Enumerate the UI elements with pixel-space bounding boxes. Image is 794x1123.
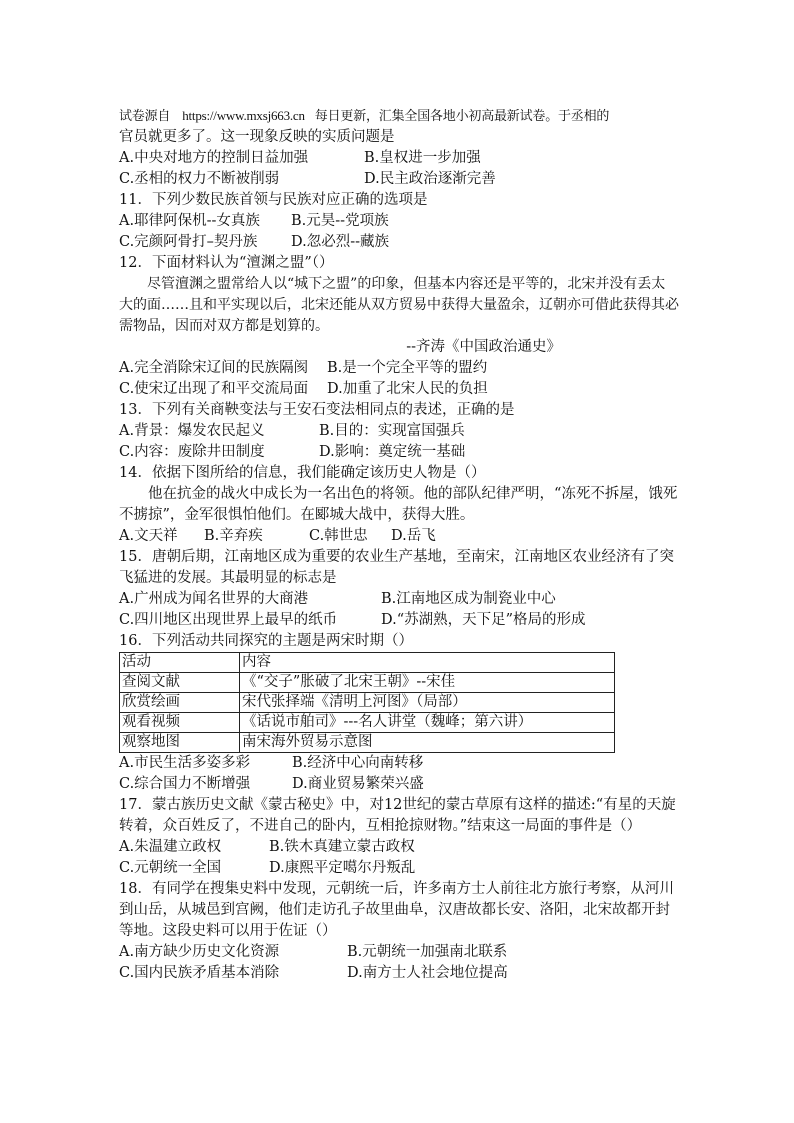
options-row xyxy=(119,526,679,547)
header-suffix: 每日更新，汇集全国各地小初高最新试卷。于丞相的 xyxy=(314,109,610,124)
options-row xyxy=(119,774,679,795)
question-12-source: --齐涛《中国政治通史》 xyxy=(406,339,561,355)
question-18 xyxy=(119,879,679,984)
table-cell: 查阅文献 xyxy=(120,673,240,693)
options-row xyxy=(119,358,679,379)
option-b: B.铁木真建立蒙古政权 xyxy=(269,839,415,855)
option-b: B.元朝统一加强南北联系 xyxy=(347,944,508,960)
option-a: A.中央对地方的控制日益加强 xyxy=(119,150,309,166)
question-16-stem: 16．下列活动共同探究的主题是两宋时期（） xyxy=(119,633,413,649)
question-17 xyxy=(119,795,679,879)
option-a: A.南方缺少历史文化资源 xyxy=(119,944,280,960)
option-a: A.背景：爆发农民起义 xyxy=(119,423,265,439)
option-b: B.经济中心向南转移 xyxy=(292,755,424,771)
option-c: C.四川地区出现世界上最早的纸币 xyxy=(119,612,338,628)
table-cell: 《话说市舶司》---名人讲堂（魏峰；第六讲） xyxy=(240,713,615,733)
option-a: A.文天祥 xyxy=(119,528,178,544)
option-d: D.“苏湖熟，天下足”格局的形成 xyxy=(381,612,586,628)
option-b: B.江南地区成为制瓷业中心 xyxy=(381,591,556,607)
option-d: D.影响：奠定统一基础 xyxy=(319,444,466,460)
options-row xyxy=(119,837,679,858)
question-11-stem: 11．下列少数民族首领与民族对应正确的选项是 xyxy=(119,192,428,208)
option-d: D.商业贸易繁荣兴盛 xyxy=(292,776,424,792)
option-d: D.康熙平定噶尔丹叛乱 xyxy=(269,860,416,876)
option-b: B.元昊--党项族 xyxy=(291,213,389,229)
question-12 xyxy=(119,253,679,400)
question-14-stem: 14．依据下图所给的信息，我们能确定该历史人物是（） xyxy=(119,465,486,481)
question-18-stem: 18．有同学在搜集史料中发现，元朝统一后，许多南方士人前往北方旅行考察，从河川到山岳，从城邑到宫阙，他们走访孔子故里曲阜，汉唐故都长安、洛阳，北宋故都开封等地。这段史料可以用于佐证（） xyxy=(119,881,674,939)
table-cell: 宋代张择端《清明上河图》（局部） xyxy=(240,693,615,713)
option-c: C.综合国力不断增强 xyxy=(119,776,251,792)
option-b: B.目的：实现富国强兵 xyxy=(319,423,465,439)
exam-page xyxy=(119,100,679,984)
table-cell: 《“交子”胀破了北宋王朝》--宋佳 xyxy=(240,673,615,693)
table-row xyxy=(120,673,615,693)
option-a: A.市民生活多姿多彩 xyxy=(119,755,251,771)
option-b: B.是一个完全平等的盟约 xyxy=(327,360,488,376)
question-16 xyxy=(119,631,679,795)
question-15 xyxy=(119,547,679,631)
option-d: D.民主政治逐渐完善 xyxy=(364,171,496,187)
question-14-material: 他在抗金的战火中成长为一名出色的将领。他的部队纪律严明，“冻死不拆屋，饿死不掳掠”，金军很惧怕他们。在郾城大战中，获得大胜。 xyxy=(119,486,678,523)
option-c: C.完颜阿骨打–契丹族 xyxy=(119,234,258,250)
option-a: A.完全消除宋辽间的民族隔阂 xyxy=(119,360,309,376)
header-url[interactable]: https://www.mxsj663.cn xyxy=(182,108,305,123)
options-row xyxy=(119,442,679,463)
options-row xyxy=(119,753,679,774)
option-c: C.丞相的权力不断被削弱 xyxy=(119,171,280,187)
option-c: C.国内民族矛盾基本消除 xyxy=(119,965,280,981)
options-row xyxy=(119,169,679,190)
question-13 xyxy=(119,400,679,463)
option-c: C.韩世忠 xyxy=(309,528,368,544)
table-header-cell: 活动 xyxy=(120,653,240,673)
option-c: C.使宋辽出现了和平交流局面 xyxy=(119,381,309,397)
table-row xyxy=(120,733,615,753)
header-prefix: 试卷源自 xyxy=(119,109,171,124)
option-d: D.岳飞 xyxy=(391,528,436,544)
question-11 xyxy=(119,190,679,253)
question-12-material: 尽管澶渊之盟常给人以“城下之盟”的印象，但基本内容还是平等的，北宋并没有丢太大的面……且和平实现以后，北宋还能从双方贸易中获得大量盈余，辽朝亦可借此获得其必需物品，因而对双方都是划算的。 xyxy=(119,276,679,334)
option-b: B.辛弃疾 xyxy=(204,528,263,544)
option-b: B.皇权进一步加强 xyxy=(364,150,481,166)
options-row xyxy=(119,610,679,631)
options-row xyxy=(119,211,679,232)
option-d: D.南方士人社会地位提高 xyxy=(347,965,508,981)
table-cell: 观察地图 xyxy=(120,733,240,753)
options-row xyxy=(119,148,679,169)
options-row xyxy=(119,232,679,253)
table-header-row xyxy=(120,653,615,673)
question-14 xyxy=(119,463,679,547)
table-cell: 南宋海外贸易示意图 xyxy=(240,733,615,753)
table-cell: 观看视频 xyxy=(120,713,240,733)
question-12-stem: 12．下面材料认为“澶渊之盟”（） xyxy=(119,255,334,271)
table-row xyxy=(120,713,615,733)
option-a: A.朱温建立政权 xyxy=(119,839,222,855)
question-10-stem: 官员就更多了。这一现象反映的实质问题是 xyxy=(119,129,395,145)
table-header-cell: 内容 xyxy=(240,653,615,673)
option-c: C.内容：废除井田制度 xyxy=(119,444,265,460)
options-row xyxy=(119,421,679,442)
option-c: C.元朝统一全国 xyxy=(119,860,222,876)
option-a: A.广州成为闻名世界的大商港 xyxy=(119,591,309,607)
options-row xyxy=(119,963,679,984)
question-15-stem: 15．唐朝后期，江南地区成为重要的农业生产基地，至南宋，江南地区农业经济有了突飞猛进的发展。其最明显的标志是 xyxy=(119,549,674,586)
question-13-stem: 13．下列有关商鞅变法与王安石变法相同点的表述，正确的是 xyxy=(119,402,515,418)
options-row xyxy=(119,379,679,400)
options-row xyxy=(119,589,679,610)
page-header xyxy=(119,106,679,127)
option-d: D.忽必烈--藏族 xyxy=(291,234,390,250)
question-10 xyxy=(119,127,679,190)
options-row xyxy=(119,942,679,963)
table-row xyxy=(120,693,615,713)
table-cell: 欣赏绘画 xyxy=(120,693,240,713)
question-17-stem: 17．蒙古族历史文献《蒙古秘史》中，对12世纪的蒙古草原有这样的描述:“有星的天旋转着，众百姓反了，不进自己的卧内，互相抢掠财物。”结束这一局面的事件是（） xyxy=(119,797,676,834)
option-a: A.耶律阿保机--女真族 xyxy=(119,213,260,229)
activity-table xyxy=(119,652,615,753)
options-row xyxy=(119,858,679,879)
option-d: D.加重了北宋人民的负担 xyxy=(327,381,488,397)
